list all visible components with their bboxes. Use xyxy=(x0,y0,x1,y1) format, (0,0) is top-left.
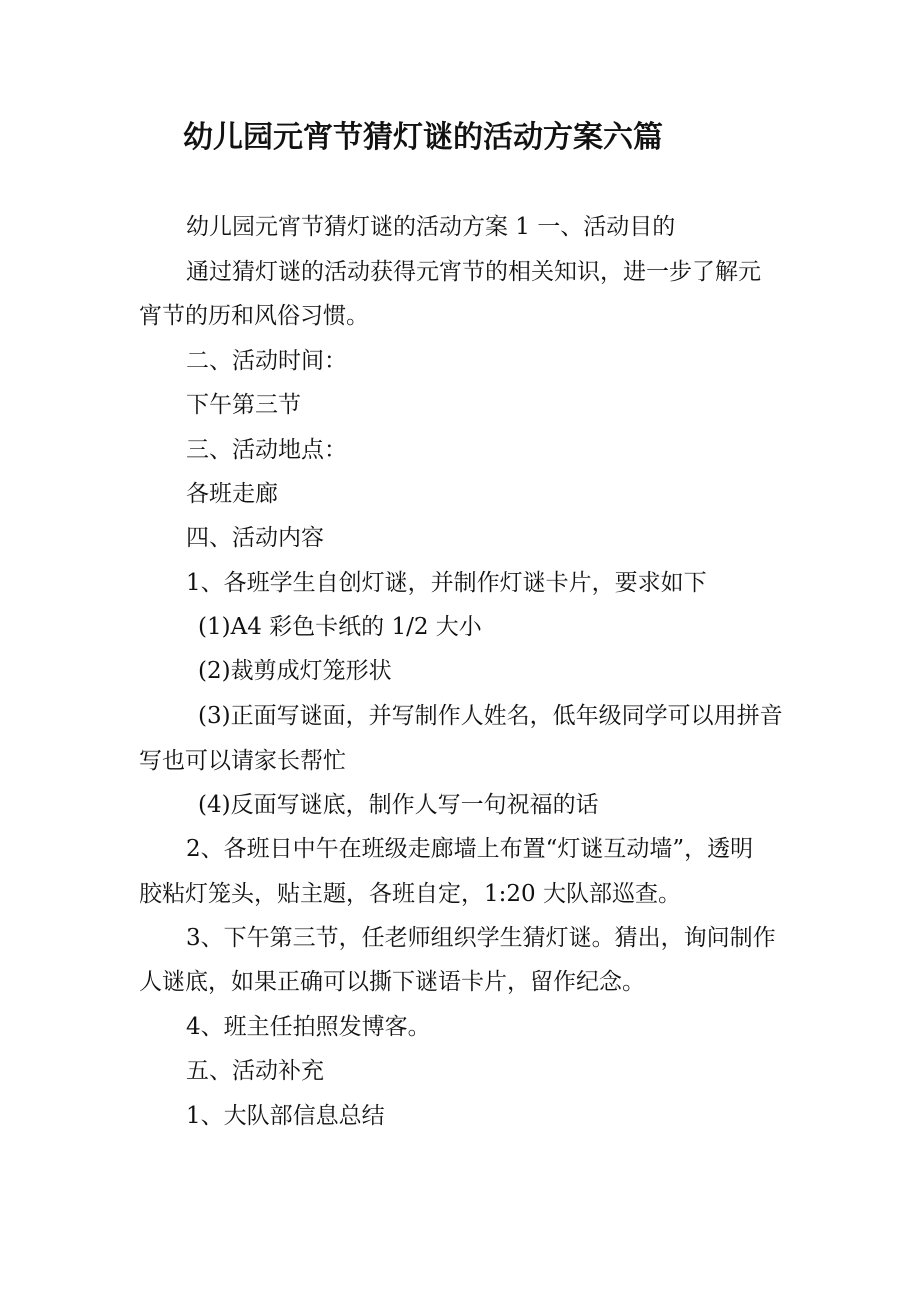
paragraph-line: 宵节的历和风俗习惯。 xyxy=(139,303,369,329)
list-item: (1)A4 彩色卡纸的 1/2 大小 xyxy=(198,614,482,640)
paragraph-line: 写也可以请家长帮忙 xyxy=(139,748,346,774)
paragraph-line: 通过猜灯谜的活动获得元宵节的相关知识，进一步了解元 xyxy=(186,259,761,285)
list-item: (4)反面写谜底，制作人写一句祝福的话 xyxy=(198,792,599,818)
paragraph-line: 幼儿园元宵节猜灯谜的活动方案 1 一、活动目的 xyxy=(186,214,676,240)
list-item: 1、各班学生自创灯谜，并制作灯谜卡片，要求如下 xyxy=(186,570,707,596)
document-title: 幼儿园元宵节猜灯谜的活动方案六篇 xyxy=(183,120,663,155)
paragraph-line: 下午第三节 xyxy=(186,392,301,418)
paragraph-line: 各班走廊 xyxy=(186,481,278,507)
section-heading: 五、活动补充 xyxy=(186,1058,324,1084)
list-item: 1、大队部信息总结 xyxy=(186,1103,385,1129)
section-heading: 三、活动地点： xyxy=(186,437,347,463)
paragraph-line: 人谜底，如果正确可以撕下谜语卡片，留作纪念。 xyxy=(139,969,645,995)
paragraph-line: 胶粘灯笼头，贴主题，各班自定，1:20 大队部巡查。 xyxy=(139,881,681,907)
list-item: 4、班主任拍照发博客。 xyxy=(186,1014,431,1040)
section-heading: 二、活动时间： xyxy=(186,348,347,374)
list-item: 3、下午第三节，任老师组织学生猜灯谜。猜出，询问制作 xyxy=(186,925,776,951)
list-item: (2)裁剪成灯笼形状 xyxy=(198,658,392,684)
list-item: (3)正面写谜面，并写制作人姓名，低年级同学可以用拼音 xyxy=(198,703,783,729)
section-heading: 四、活动内容 xyxy=(186,525,324,551)
list-item: 2、各班日中午在班级走廊墙上布置“灯谜互动墙”，透明 xyxy=(186,836,754,862)
